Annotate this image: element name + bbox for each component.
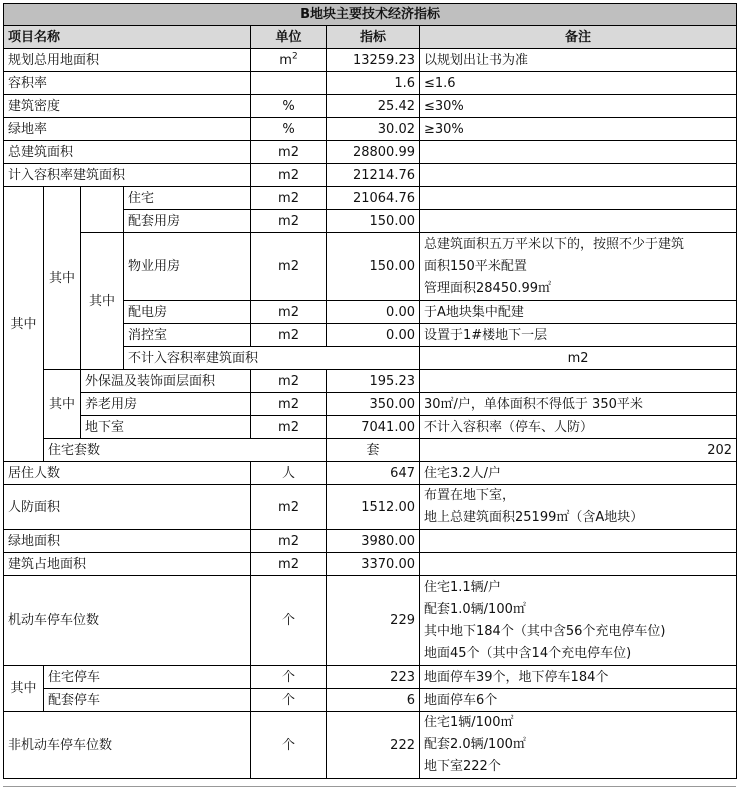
row-note xyxy=(420,233,737,301)
row-name: 规划总用地面积 xyxy=(4,49,251,72)
table-row xyxy=(4,49,737,72)
note-line: 地下室222个 xyxy=(424,759,501,774)
row-name: 人防面积 xyxy=(4,485,251,530)
title-row xyxy=(4,4,737,26)
row-name: 住宅 xyxy=(124,187,251,210)
row-value: 0.00 xyxy=(327,301,420,324)
note-line: 地上总建筑面积25199㎡（含A地块） xyxy=(424,510,644,525)
table-row xyxy=(4,118,737,141)
table-row xyxy=(4,72,737,95)
row-note xyxy=(420,553,737,576)
note-line: 总建筑面积五万平米以下的，按照不少于建筑 xyxy=(424,236,685,252)
row-name: 绿地率 xyxy=(4,118,251,141)
table-row xyxy=(4,439,737,462)
note-line: 住宅1辆/100㎡ xyxy=(424,715,514,730)
table-row xyxy=(4,370,737,393)
row-unit xyxy=(251,49,327,72)
indicator-table xyxy=(3,3,737,779)
row-name: 计入容积率建筑面积 xyxy=(4,164,251,187)
row-value: 0.00 xyxy=(327,324,420,347)
row-name: 容积率 xyxy=(4,72,251,95)
row-value: 195.23 xyxy=(327,370,420,393)
table-row xyxy=(4,416,737,439)
unit-superscript: 2 xyxy=(291,51,298,62)
row-value: 3980.00 xyxy=(327,530,420,553)
row-unit: m2 xyxy=(251,164,327,187)
indicator-sheet xyxy=(3,3,736,779)
row-value: 202 xyxy=(420,439,737,462)
row-value: 223 xyxy=(327,666,420,689)
header-unit: 单位 xyxy=(251,26,327,49)
unit-base: m xyxy=(279,52,292,68)
sub-sub-group-label: 其中 xyxy=(81,233,124,370)
table-row xyxy=(4,553,737,576)
row-note xyxy=(420,576,737,666)
row-unit: m2 xyxy=(251,553,327,576)
row-name: 总建筑面积 xyxy=(4,141,251,164)
note-line: 配套2.0辆/100㎡ xyxy=(424,737,526,752)
table-row xyxy=(4,187,737,210)
row-name: 外保温及装饰面层面积 xyxy=(81,370,251,393)
row-name: 住宅停车 xyxy=(44,666,251,689)
table-row xyxy=(4,530,737,553)
group-label: 其中 xyxy=(4,187,44,462)
row-note: 于A地块集中配建 xyxy=(420,301,737,324)
table-title: B地块主要技术经济指标 xyxy=(4,4,737,26)
row-unit: m2 xyxy=(251,301,327,324)
row-value: 25.42 xyxy=(327,95,420,118)
row-note xyxy=(420,370,737,393)
row-unit: m2 xyxy=(251,233,327,301)
empty-cell xyxy=(81,187,124,233)
row-name: 地下室 xyxy=(81,416,251,439)
row-name: 居住人数 xyxy=(4,462,251,485)
header-note: 备注 xyxy=(420,26,737,49)
row-note xyxy=(420,164,737,187)
row-unit: m2 xyxy=(251,324,327,347)
row-unit: % xyxy=(251,118,327,141)
row-name: 住宅套数 xyxy=(44,439,327,462)
row-value: 7041.00 xyxy=(327,416,420,439)
row-note xyxy=(420,712,737,779)
row-unit: % xyxy=(251,95,327,118)
note-line: 住宅1.1辆/户 xyxy=(424,579,502,595)
row-note: 设置于1#楼地下一层 xyxy=(420,324,737,347)
row-name: 物业用房 xyxy=(124,233,251,301)
table-row xyxy=(4,393,737,416)
row-value: 1.6 xyxy=(327,72,420,95)
row-value: 647 xyxy=(327,462,420,485)
row-unit: m2 xyxy=(251,187,327,210)
row-name: 配套停车 xyxy=(44,689,251,712)
row-value: 150.00 xyxy=(327,210,420,233)
row-name: 配套用房 xyxy=(124,210,251,233)
sub-group-label: 其中 xyxy=(44,187,81,370)
row-value: 3370.00 xyxy=(327,553,420,576)
table-row xyxy=(4,233,737,301)
note-line: 管理面积28450.99㎡ xyxy=(424,280,552,296)
row-note: 住宅3.2人/户 xyxy=(420,462,737,485)
row-value: 21064.76 xyxy=(327,187,420,210)
row-unit: 个 xyxy=(251,712,327,779)
row-name: 消控室 xyxy=(124,324,251,347)
row-note: ≤30% xyxy=(420,95,737,118)
row-unit: m2 xyxy=(251,530,327,553)
row-note xyxy=(420,187,737,210)
row-value: 350.00 xyxy=(327,393,420,416)
parking-group-label: 其中 xyxy=(4,666,44,712)
row-value: 21214.76 xyxy=(327,164,420,187)
row-note: 不计入容积率（停车、人防） xyxy=(420,416,737,439)
row-value: 28800.99 xyxy=(327,141,420,164)
row-name: 不计入容积率建筑面积 xyxy=(124,347,420,370)
row-unit: 套 xyxy=(327,439,420,462)
row-note xyxy=(420,530,737,553)
row-note xyxy=(420,210,737,233)
row-note: 以规划出让书为准 xyxy=(420,49,737,72)
table-row xyxy=(4,164,737,187)
row-unit: m2 xyxy=(251,210,327,233)
row-name: 绿地面积 xyxy=(4,530,251,553)
table-row xyxy=(4,576,737,666)
row-value: 229 xyxy=(327,576,420,666)
row-note: 30㎡/户，单体面积不得低于 350平米 xyxy=(420,393,737,416)
header-name: 项目名称 xyxy=(4,26,251,49)
row-value: 6 xyxy=(327,689,420,712)
note-line: 配套1.0辆/100㎡ xyxy=(424,601,526,617)
table-row xyxy=(4,95,737,118)
row-unit: m2 xyxy=(251,141,327,164)
row-value: 150.00 xyxy=(327,233,420,301)
row-name: 养老用房 xyxy=(81,393,251,416)
row-note: 地面停车6个 xyxy=(420,689,737,712)
note-line: 面积150平米配置 xyxy=(424,258,527,274)
row-name: 机动车停车位数 xyxy=(4,576,251,666)
row-unit xyxy=(251,72,327,95)
row-unit: m2 xyxy=(420,347,737,370)
table-row xyxy=(4,485,737,530)
table-row xyxy=(4,141,737,164)
table-row xyxy=(4,462,737,485)
note-line: 布置在地下室， xyxy=(424,488,516,503)
note-line: 其中地下184个（其中含56个充电停车位) xyxy=(424,623,666,639)
row-unit: m2 xyxy=(251,485,327,530)
row-name: 配电房 xyxy=(124,301,251,324)
row-note: ≤1.6 xyxy=(420,72,737,95)
header-value: 指标 xyxy=(327,26,420,49)
table-row xyxy=(4,712,737,779)
row-unit: 人 xyxy=(251,462,327,485)
note-line: 地面45个（其中含14个充电停车位) xyxy=(424,645,632,661)
row-note: ≥30% xyxy=(420,118,737,141)
row-unit: 个 xyxy=(251,666,327,689)
row-unit: m2 xyxy=(251,393,327,416)
row-value: 30.02 xyxy=(327,118,420,141)
row-name: 建筑密度 xyxy=(4,95,251,118)
row-unit: 个 xyxy=(251,689,327,712)
row-name: 建筑占地面积 xyxy=(4,553,251,576)
bottom-divider xyxy=(3,786,736,787)
row-value: 13259.23 xyxy=(327,49,420,72)
row-value: 1512.00 xyxy=(327,485,420,530)
sub-group-label: 其中 xyxy=(44,370,81,439)
row-name: 非机动车停车位数 xyxy=(4,712,251,779)
row-note xyxy=(420,485,737,530)
row-note xyxy=(420,141,737,164)
header-row xyxy=(4,26,737,49)
row-note: 地面停车39个，地下停车184个 xyxy=(420,666,737,689)
table-row xyxy=(4,689,737,712)
row-unit: 个 xyxy=(251,576,327,666)
row-unit: m2 xyxy=(251,416,327,439)
table-row xyxy=(4,666,737,689)
row-value: 222 xyxy=(327,712,420,779)
row-unit: m2 xyxy=(251,370,327,393)
